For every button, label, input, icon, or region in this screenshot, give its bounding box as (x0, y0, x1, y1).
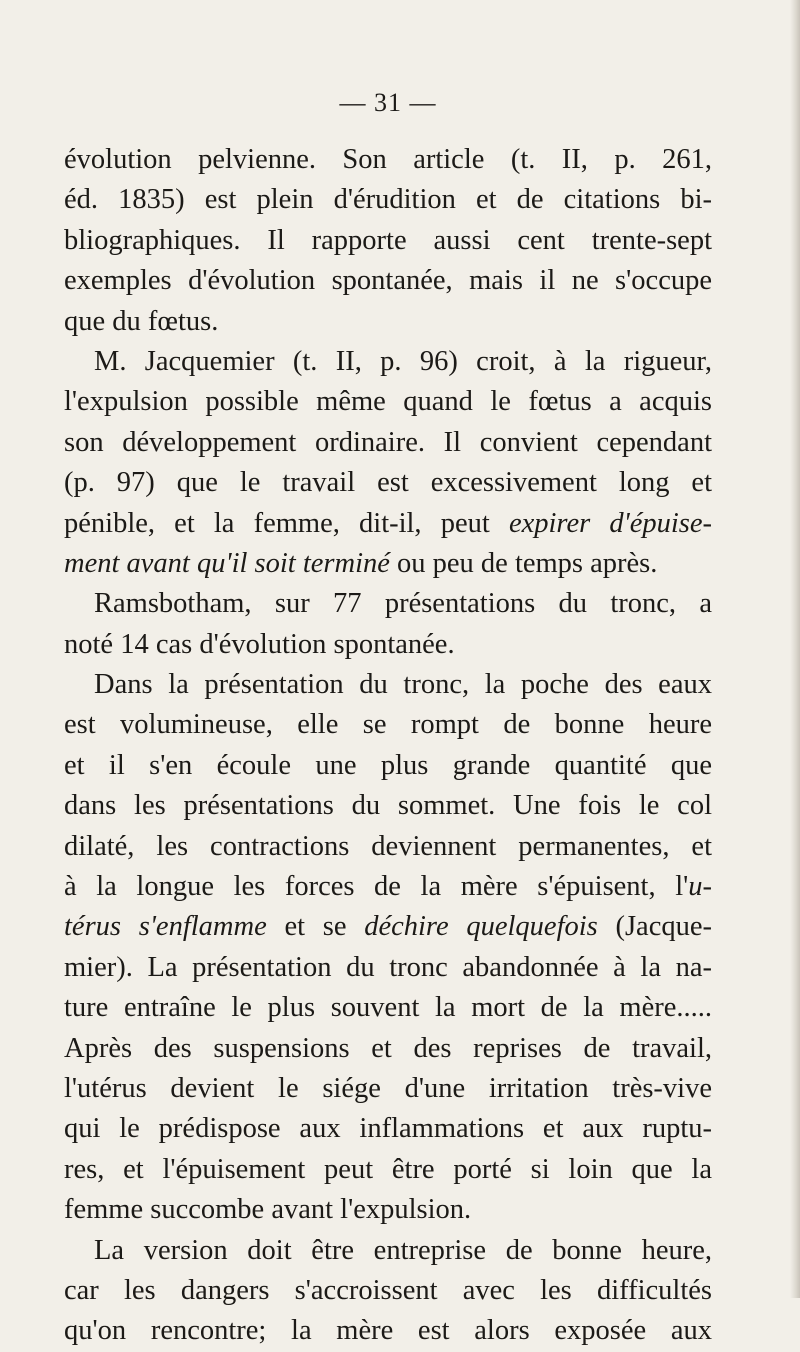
text-line (64, 382, 712, 422)
text-line (64, 1271, 712, 1311)
text-run: Dans la présentation du tronc, la poche des eaux (94, 669, 712, 701)
text-line (64, 948, 712, 988)
text-line (64, 867, 712, 907)
italic-text: ment avant qu'il soit terminé (64, 547, 390, 579)
text-line (64, 1029, 712, 1069)
text-line (64, 1069, 712, 1109)
text-line (64, 342, 712, 382)
italic-text: térus s'enflamme (64, 911, 267, 943)
text-run: évolution pelvienne. Son article (t. II, p. 261, (64, 144, 712, 175)
page-edge-shadow (790, 0, 800, 1298)
text-line (64, 504, 712, 544)
text-line (64, 907, 712, 947)
text-run: ture entraîne le plus souvent la mort de la mère..... (64, 992, 712, 1024)
text-run: Ramsbotham, sur 77 présentations du tronc, a (94, 588, 712, 620)
text-run: l'expulsion possible même quand le fœtus a acquis (64, 386, 712, 418)
body-text (64, 140, 712, 1352)
text-run: car les dangers s'accroissent avec les difficultés (64, 1274, 712, 1306)
text-run: res, et l'épuisement peut être porté si loin que la (64, 1153, 712, 1185)
text-line (64, 625, 712, 665)
text-run: femme succombe avant l'expulsion. (64, 1194, 472, 1226)
text-line (64, 180, 712, 220)
text-run: (p. 97) que le travail est excessivement long et (64, 467, 712, 499)
text-run: qui le prédispose aux inflammations et aux ruptu- (64, 1113, 712, 1145)
italic-text: expirer d'épuise- (508, 507, 712, 539)
page-number: — 31 — (339, 88, 437, 117)
text-run: et il s'en écoule une plus grande quantité que (64, 749, 712, 781)
text-line (64, 1109, 712, 1149)
text-line (64, 302, 712, 342)
text-run: dans les présentations du sommet. Une fois le col (64, 790, 712, 822)
text-run: La version doit être entreprise de bonne heure, (94, 1234, 712, 1266)
italic-text: u- (688, 871, 712, 903)
text-line (64, 463, 712, 503)
text-line (64, 665, 712, 705)
text-run: et se (266, 911, 365, 943)
text-run: exemples d'évolution spontanée, mais il ne s'occupe (64, 265, 712, 297)
text-run: dilaté, les contractions deviennent permanentes, et (64, 830, 712, 862)
text-run: M. Jacquemier (t. II, p. 96) croit, à la rigueur, (94, 345, 712, 377)
text-line (64, 1150, 712, 1190)
text-run: mier). La présentation du tronc abandonnée à la na- (64, 951, 712, 983)
text-run: son développement ordinaire. Il convient cependant (64, 426, 712, 458)
text-run: est volumineuse, elle se rompt de bonne heure (64, 709, 712, 741)
text-run: noté 14 cas d'évolution spontanée. (64, 628, 455, 660)
text-run: à la longue les forces de la mère s'épuisent, l' (64, 871, 689, 903)
text-line (64, 1190, 712, 1230)
text-run: bliographiques. Il rapporte aussi cent trente-sept (64, 224, 712, 256)
text-run: Après des suspensions et des reprises de travail, (64, 1032, 712, 1064)
text-line (64, 261, 712, 301)
text-run: pénible, et la femme, dit-il, peut (64, 507, 509, 539)
text-run: éd. 1835) est plein d'érudition et de citations bi- (64, 184, 712, 216)
text-line (64, 544, 712, 584)
text-line (64, 1231, 712, 1271)
text-run: qu'on rencontre; la mère est alors exposée aux (64, 1315, 712, 1347)
text-line (64, 423, 712, 463)
text-run: ou peu de temps après. (389, 547, 658, 579)
text-line (64, 827, 712, 867)
text-line (64, 786, 712, 826)
text-run: (Jacque- (597, 911, 712, 943)
text-line (64, 221, 712, 261)
text-line (64, 705, 712, 745)
text-run: l'utérus devient le siége d'une irritation très-vive (64, 1072, 712, 1104)
text-line (64, 140, 712, 180)
text-line (64, 1311, 712, 1351)
text-line (64, 746, 712, 786)
text-line (64, 584, 712, 624)
text-line (64, 988, 712, 1028)
italic-text: déchire quelquefois (364, 911, 598, 943)
text-run: que du fœtus. (64, 305, 219, 337)
